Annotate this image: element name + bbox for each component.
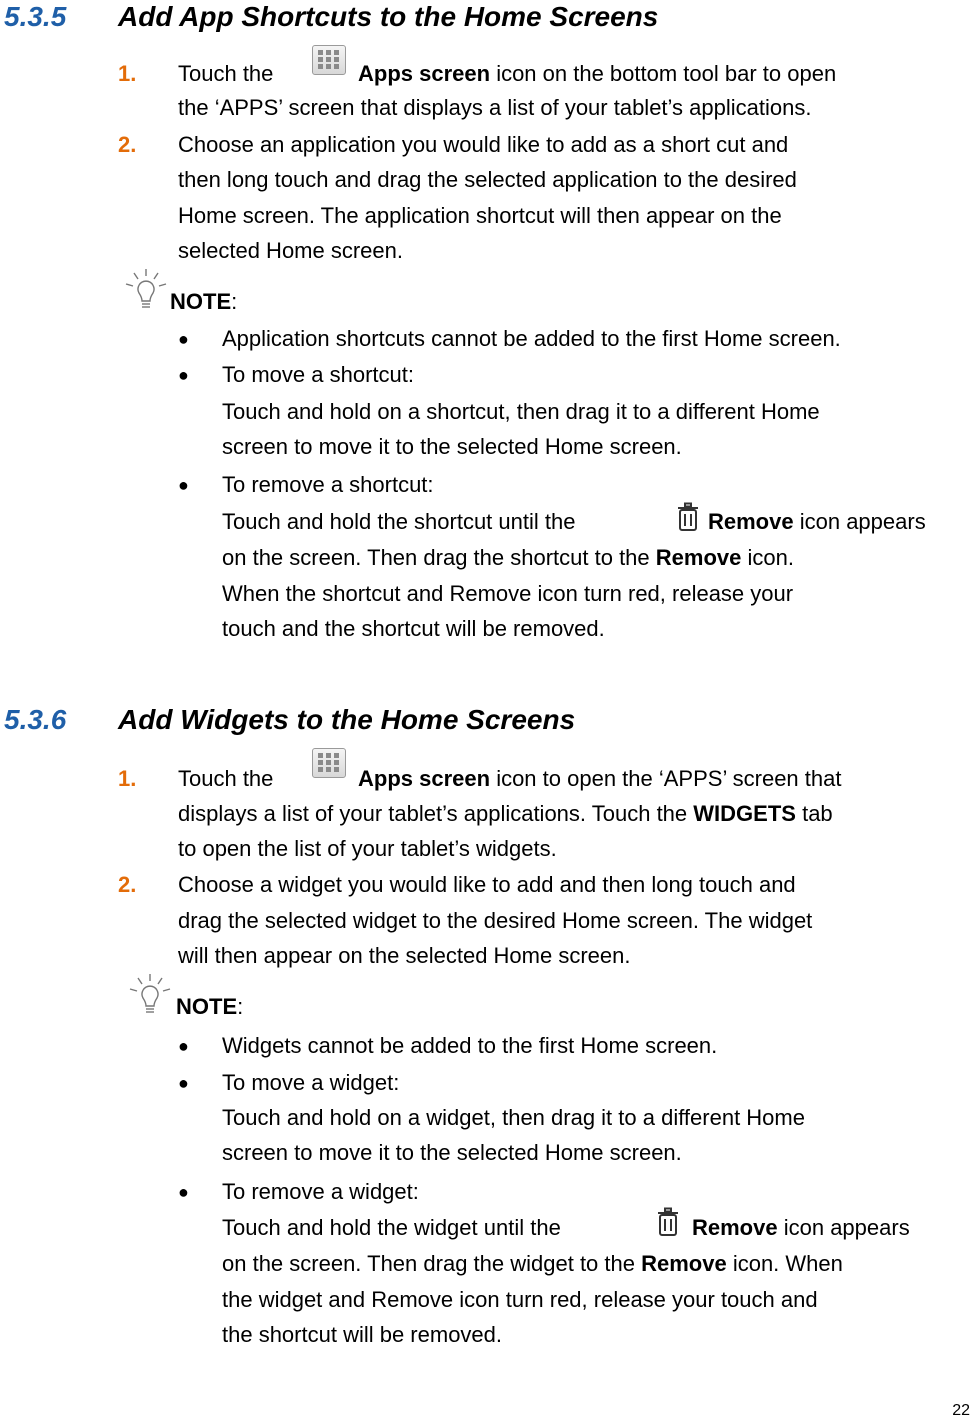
note-text: the widget and Remove icon turn red, release your touch and: [222, 1287, 818, 1312]
note-label: NOTE:: [176, 994, 244, 1019]
step-text: Choose a widget you would like to add and then long touch and: [178, 872, 796, 897]
step-text: Touch the: [178, 61, 274, 86]
step-number: 2.: [118, 872, 137, 897]
note-text: Touch and hold the shortcut until the: [222, 509, 576, 534]
note-text: Touch and hold the widget until the: [222, 1215, 561, 1240]
note-text: Remove icon appears: [708, 509, 926, 534]
step-text: then long touch and drag the selected application to the desired: [178, 167, 797, 192]
section-number: 5.3.5: [4, 1, 67, 32]
apps-screen-icon: [312, 748, 346, 778]
note-text: screen to move it to the selected Home screen.: [222, 434, 682, 459]
step-number: 1.: [118, 61, 137, 86]
section-title: Add Widgets to the Home Screens: [118, 704, 576, 735]
step-text: to open the list of your tablet’s widgets.: [178, 836, 557, 861]
note-label: NOTE:: [170, 289, 238, 314]
step-text: Choose an application you would like to add as a short cut and: [178, 132, 789, 157]
step-text: will then appear on the selected Home screen.: [178, 943, 631, 968]
note-text: on the screen. Then drag the shortcut to the Remove icon.: [222, 545, 794, 570]
bullet: ●: [178, 365, 189, 385]
note-text: Widgets cannot be added to the first Home screen.: [222, 1033, 718, 1058]
lightbulb-icon: [122, 972, 172, 1016]
note-text: Touch and hold on a widget, then drag it to a different Home: [222, 1105, 805, 1130]
page-number: 22: [952, 1402, 970, 1419]
step-text: Apps screen icon to open the ‘APPS’ screen that: [358, 766, 842, 791]
note-text: To move a widget:: [222, 1070, 400, 1095]
note-text: Application shortcuts cannot be added to the first Home screen.: [222, 326, 841, 351]
note-text: Remove icon appears: [692, 1215, 910, 1240]
lightbulb-icon: [118, 267, 168, 311]
step-text: Home screen. The application shortcut will then appear on the: [178, 203, 782, 228]
note-text: When the shortcut and Remove icon turn red, release your: [222, 581, 794, 606]
bullet: ●: [178, 475, 189, 495]
bullet: ●: [178, 1036, 189, 1056]
note-text: To remove a shortcut:: [222, 472, 434, 497]
trash-icon: [676, 502, 700, 532]
note-text: Touch and hold on a shortcut, then drag it to a different Home: [222, 399, 820, 424]
trash-icon: [656, 1207, 680, 1237]
note-text: screen to move it to the selected Home screen.: [222, 1140, 682, 1165]
note-text: To move a shortcut:: [222, 362, 414, 387]
apps-screen-icon: [312, 45, 346, 75]
bullet: ●: [178, 329, 189, 349]
step-text: selected Home screen.: [178, 238, 403, 263]
bullet: ●: [178, 1182, 189, 1202]
step-number: 2.: [118, 132, 137, 157]
step-text: Touch the: [178, 766, 274, 791]
section-number: 5.3.6: [4, 704, 67, 735]
step-text: drag the selected widget to the desired Home screen. The widget: [178, 908, 813, 933]
note-text: the shortcut will be removed.: [222, 1322, 503, 1347]
step-number: 1.: [118, 766, 137, 791]
note-text: To remove a widget:: [222, 1179, 419, 1204]
step-text: displays a list of your tablet’s applications. Touch the WIDGETS tab: [178, 801, 833, 826]
step-text: Apps screen icon on the bottom tool bar to open: [358, 61, 837, 86]
bullet: ●: [178, 1073, 189, 1093]
section-title: Add App Shortcuts to the Home Screens: [118, 1, 659, 32]
note-text: touch and the shortcut will be removed.: [222, 616, 605, 641]
step-text: the ‘APPS’ screen that displays a list of your tablet’s applications.: [178, 95, 812, 120]
note-text: on the screen. Then drag the widget to the Remove icon. When: [222, 1251, 843, 1276]
